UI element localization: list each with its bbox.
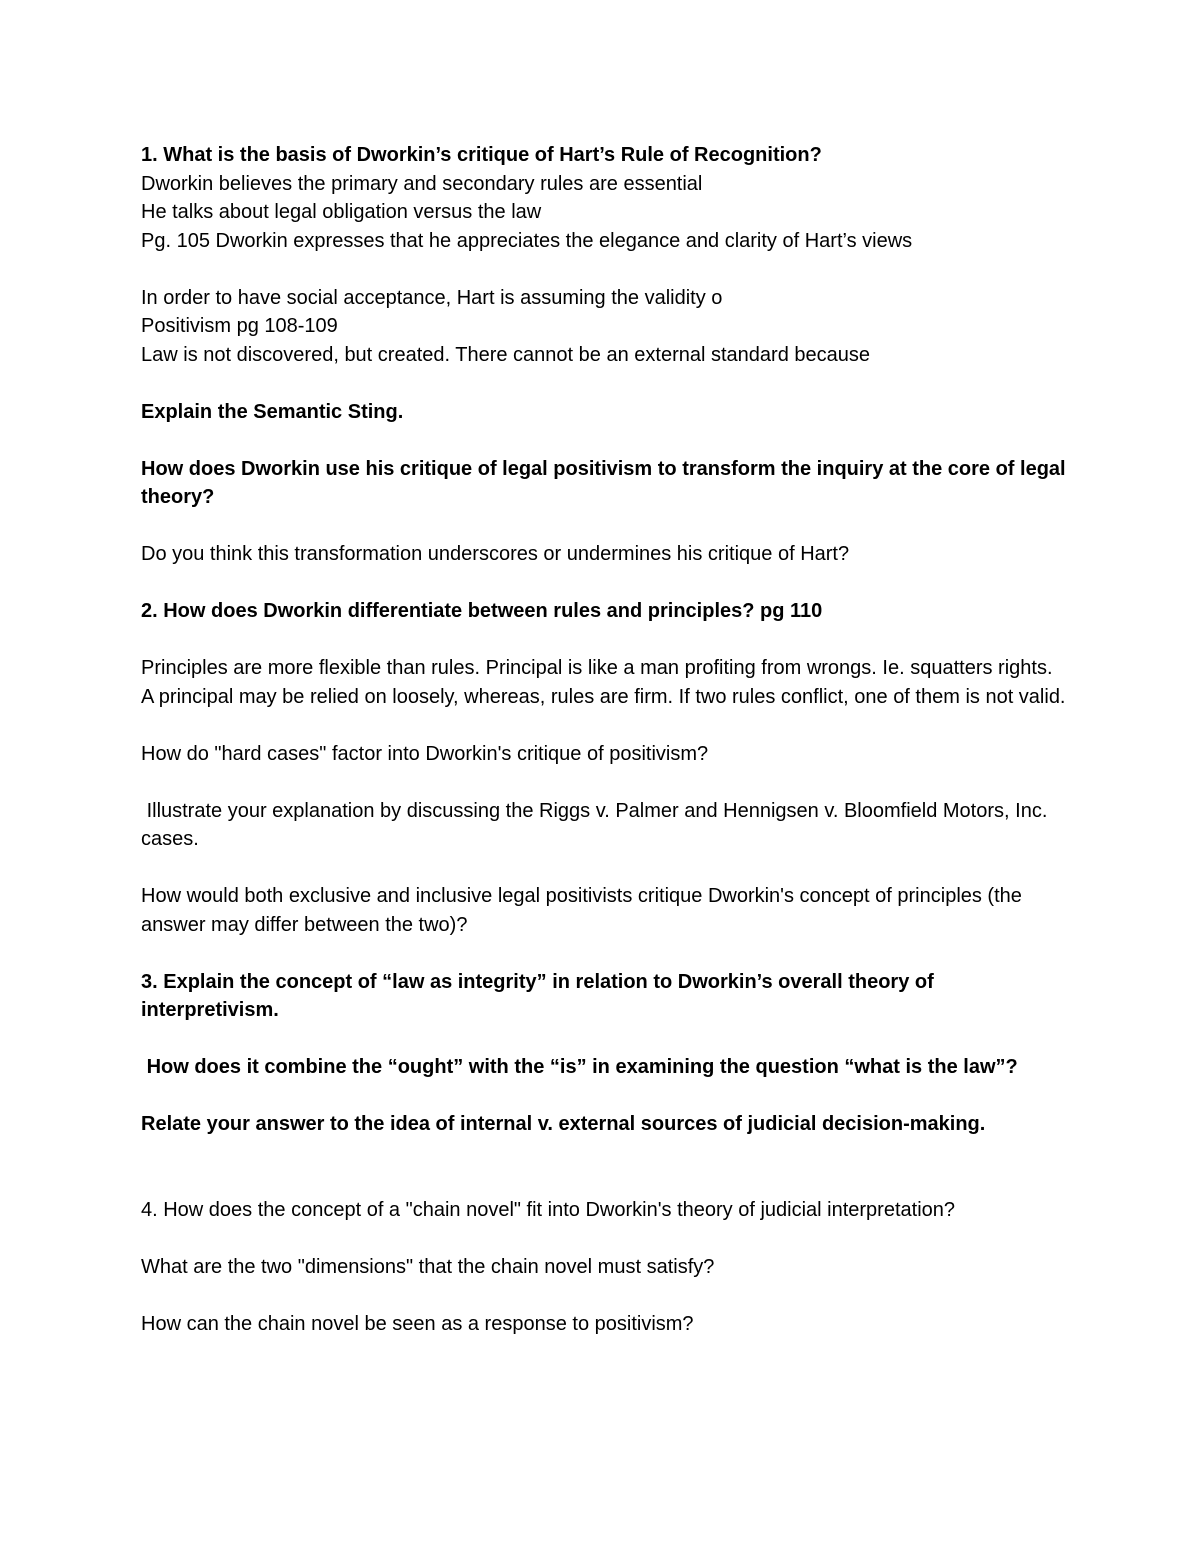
spacer (141, 512, 1066, 541)
q1-note-3: Pg. 105 Dworkin expresses that he appreciates the elegance and clarity of Hart’s views (141, 229, 913, 252)
spacer (141, 768, 1066, 797)
spacer (141, 255, 1066, 284)
underscore-question: Do you think this transformation underscores or undermines his critique of Hart? (141, 543, 850, 565)
q1-note-4: In order to have social acceptance, Hart is assuming the validity o (141, 286, 723, 309)
question-3-heading: 3. Explain the concept of “law as integrity” in relation to Dworkin’s overall theory of interpretivism. (141, 970, 940, 1021)
ought-is-question: How does it combine the “ought” with the “is” in examining the question “what is the law”? (141, 1056, 1018, 1078)
spacer (141, 1224, 1066, 1253)
spacer (141, 1025, 1066, 1054)
q1-note-2: He talks about legal obligation versus the law (141, 201, 542, 223)
spacer (141, 939, 1066, 968)
dimensions-question: What are the two "dimensions" that the chain novel must satisfy? (141, 1255, 715, 1278)
positivists-question: How would both exclusive and inclusive legal positivists critique Dworkin's concept of principles (the answer may differ between the two)? (141, 885, 1028, 936)
semantic-sting-question: Explain the Semantic Sting. (141, 400, 404, 423)
transform-question: How does Dworkin use his critique of legal positivism to transform the inquiry at the core of legal theory? (141, 457, 1072, 508)
question-2-heading: 2. How does Dworkin differentiate between rules and principles? pg 110 (141, 600, 823, 622)
spacer (141, 426, 1066, 455)
q1-note-1: Dworkin believes the primary and secondary rules are essential (141, 172, 703, 195)
q2-answer: Principles are more flexible than rules. Principal is like a man profiting from wrongs. Ie. squatters rights. A principal may be relied on loosely, whereas, rules are firm. If two rules conflict, one of them is not valid. (141, 657, 1066, 708)
question-1-heading: 1. What is the basis of Dworkin’s critique of Hart’s Rule of Recognition? (141, 144, 822, 166)
spacer (141, 1082, 1066, 1111)
illustrate-question: Illustrate your explanation by discussing the Riggs v. Palmer and Hennigsen v. Bloomfield Motors, Inc. cases. (141, 799, 1053, 850)
spacer (141, 854, 1066, 883)
response-question: How can the chain novel be seen as a response to positivism? (141, 1312, 694, 1335)
spacer (141, 1281, 1066, 1310)
question-4-heading: 4. How does the concept of a "chain novel" fit into Dworkin's theory of judicial interpretation? (141, 1198, 956, 1221)
document-body (141, 141, 1072, 1338)
relate-question: Relate your answer to the idea of internal v. external sources of judicial decision-making. (141, 1113, 986, 1135)
spacer (141, 711, 1066, 740)
spacer (141, 626, 1066, 655)
hard-cases-question: How do "hard cases" factor into Dworkin's critique of positivism? (141, 742, 709, 765)
spacer (141, 369, 1066, 398)
q1-note-6: Law is not discovered, but created. There cannot be an external standard because (141, 343, 870, 366)
spacer (141, 1139, 1066, 1196)
spacer (141, 569, 1066, 598)
q1-note-5: Positivism pg 108-109 (141, 315, 338, 337)
